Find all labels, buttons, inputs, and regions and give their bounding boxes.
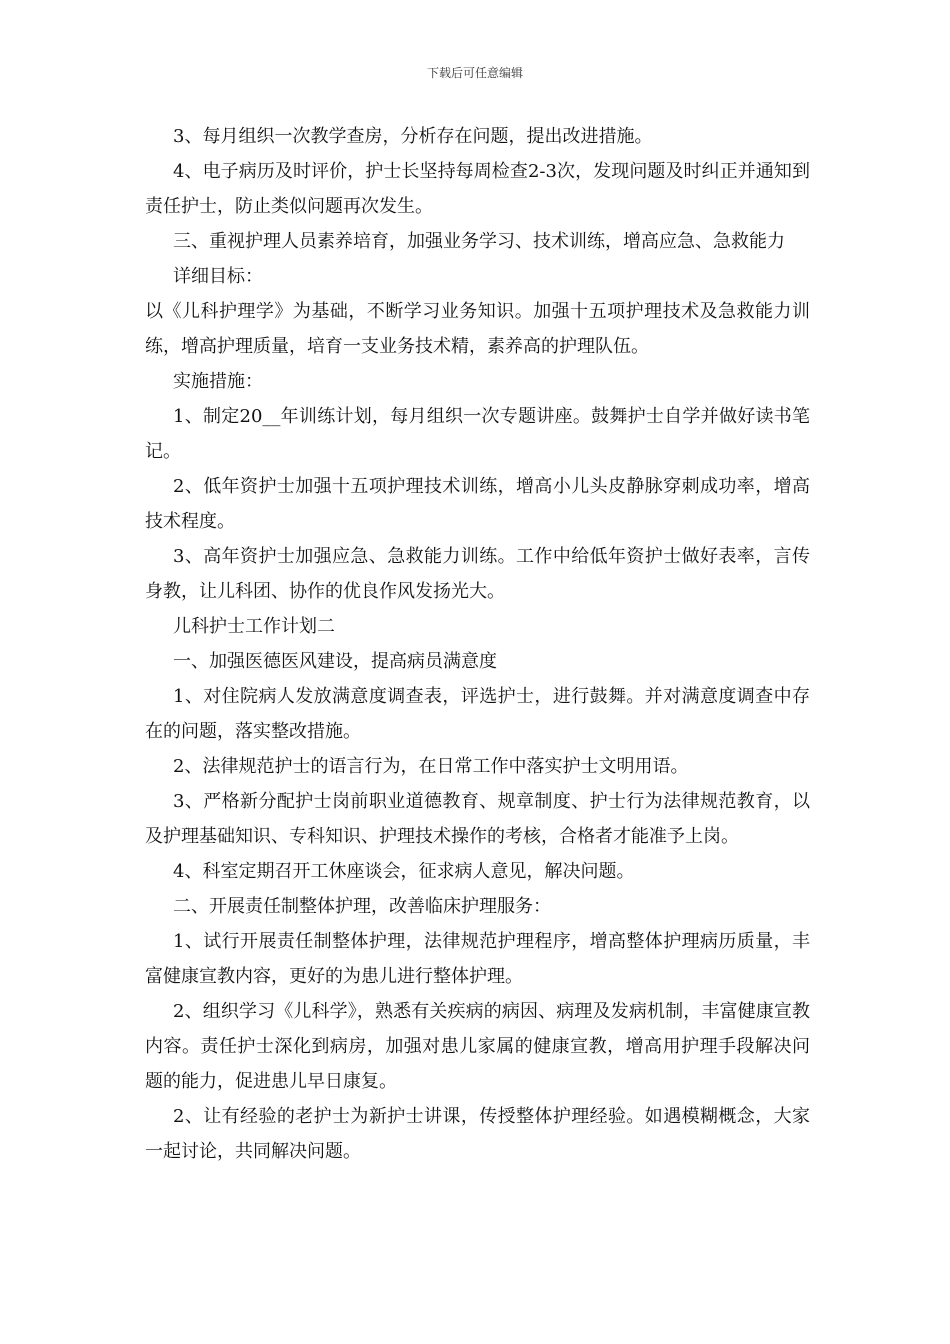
paragraph-s2-2: 2、组织学习《儿科学》，熟悉有关疾病的病因、病理及发病机制，丰富健康宣教内容。责任护士深化到病房，加强对患儿家属的健康宣教，增高用护理手段解决问题的能力，促进患儿早日康复。 xyxy=(145,1001,810,1092)
paragraph-s1-2: 2、法律规范护士的语言行为，在日常工作中落实护士文明用语。 xyxy=(173,756,689,777)
paragraph-s1-4: 4、科室定期召开工休座谈会，征求病人意见，解决问题。 xyxy=(173,861,635,882)
page-header: 下载后可任意编辑 xyxy=(426,66,523,80)
paragraph-s1-1: 1、对住院病人发放满意度调查表，评选护士，进行鼓舞。并对满意度调查中存在的问题，落实整改措施。 xyxy=(145,686,810,742)
paragraph-1: 3、每月组织一次教学查房，分析存在问题，提出改进措施。 xyxy=(173,126,653,147)
plan-two-title: 儿科护士工作计划二 xyxy=(173,616,335,637)
paragraph-s2-3: 2、让有经验的老护士为新护士讲课，传授整体护理经验。如遇模糊概念，大家一起讨论，共同解决问题。 xyxy=(145,1106,810,1162)
paragraph-goals: 以《儿科护理学》为基础，不断学习业务知识。加强十五项护理技术及急救能力训练，增高护理质量，培育一支业务技术精，素养高的护理队伍。 xyxy=(145,301,810,357)
paragraph-s2-1: 1、试行开展责任制整体护理，法律规范护理程序，增高整体护理病历质量，丰富健康宣教内容，更好的为患儿进行整体护理。 xyxy=(145,931,810,987)
section-heading-2: 二、开展责任制整体护理，改善临床护理服务： xyxy=(173,896,551,917)
document-body xyxy=(145,119,810,1169)
paragraph-measure-1: 1、制定20__年训练计划，每月组织一次专题讲座。鼓舞护士自学并做好读书笔记。 xyxy=(145,406,810,462)
section-heading-1: 一、加强医德医风建设，提高病员满意度 xyxy=(173,651,497,672)
paragraph-s1-3: 3、严格新分配护士岗前职业道德教育、规章制度、护士行为法律规范教育，以及护理基础知识、专科知识、护理技术操作的考核，合格者才能准予上岗。 xyxy=(145,791,810,847)
subheading-goals: 详细目标： xyxy=(173,266,263,287)
paragraph-measure-3: 3、高年资护士加强应急、急救能力训练。工作中给低年资护士做好表率，言传身教，让儿科团、协作的优良作风发扬光大。 xyxy=(145,546,810,602)
paragraph-2: 4、电子病历及时评价，护士长坚持每周检查2-3次，发现问题及时纠正并通知到责任护士，防止类似问题再次发生。 xyxy=(145,161,810,217)
section-heading-3: 三、重视护理人员素养培育，加强业务学习、技术训练，增高应急、急救能力 xyxy=(173,231,785,252)
paragraph-measure-2: 2、低年资护士加强十五项护理技术训练，增高小儿头皮静脉穿刺成功率，增高技术程度。 xyxy=(145,476,810,532)
subheading-measures: 实施措施： xyxy=(173,371,263,392)
